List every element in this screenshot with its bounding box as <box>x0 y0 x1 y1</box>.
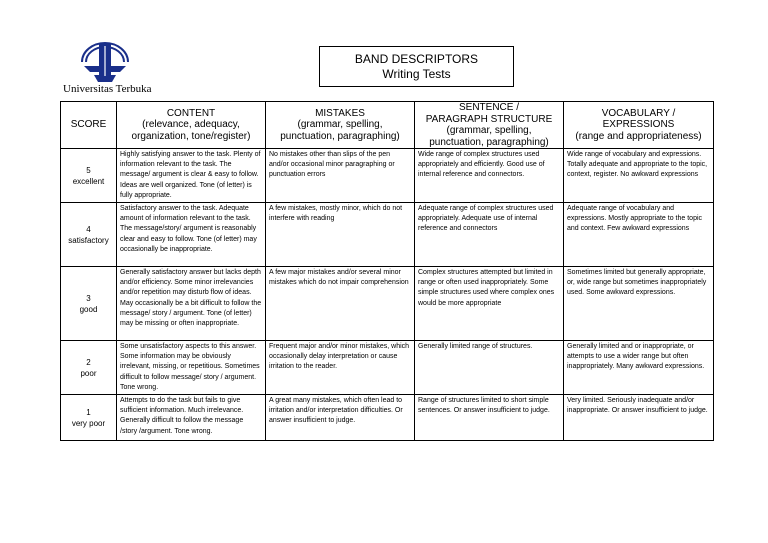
score-cell: 1 very poor <box>61 395 117 441</box>
content-cell: Satisfactory answer to the task. Adequate amount of information relevant to the task. The message/story/ argument is reasonably clear and easy to follow. Tone (of letter) may occasionally be inappropriate. <box>117 203 266 267</box>
mistakes-cell: A few major mistakes and/or several minor mistakes which do not impair comprehension <box>266 267 415 341</box>
header-score: SCORE <box>61 102 117 149</box>
table-row <box>61 203 714 267</box>
structure-cell: Wide range of complex structures used appropriately and efficiently. Good use of internal reference and connectors. <box>415 149 564 203</box>
content-cell: Generally satisfactory answer but lacks depth and/or efficiency. Some minor irrelevancies and/or repetition may disturb flow of ideas. May occasionally be a bit difficult to follow the message/ story / argument. Tone (of letter) may be missing or often inappropriate. <box>117 267 266 341</box>
vocabulary-cell: Adequate range of vocabulary and expressions. Mostly appropriate to the topic and context. Few awkward expressions <box>564 203 714 267</box>
header-mistakes: MISTAKES (grammar, spelling, punctuation, paragraphing) <box>266 102 415 149</box>
table-row <box>61 267 714 341</box>
vocabulary-cell: Generally limited and or inappropriate, or attempts to use a wider range but often inappropriately. Many awkward expressions. <box>564 341 714 395</box>
vocabulary-cell: Wide range of vocabulary and expressions. Totally adequate and appropriate to the topic, context, register. No awkward expressions <box>564 149 714 203</box>
content-cell: Highly satisfying answer to the task. Plenty of information relevant to the task. The message/ argument is clear & easy to follow. Ideas are well organized. Tone (of letter) is fully appropriate. <box>117 149 266 203</box>
header-vocabulary: VOCABULARY / EXPRESSIONS (range and appropriateness) <box>564 102 714 149</box>
band-descriptors-table <box>60 101 714 441</box>
content-cell: Attempts to do the task but fails to give sufficient information. Much irrelevance. Generally difficult to follow the message /story /argument. Tone wrong. <box>117 395 266 441</box>
mistakes-cell: No mistakes other than slips of the pen and/or occasional minor paragraphing or punctuation errors <box>266 149 415 203</box>
table-row <box>61 341 714 395</box>
content-cell: Some unsatisfactory aspects to this answer. Some information may be obviously irrelevant, missing, or repetitious. Sometimes difficult to follow message/ story / argument. Tone wrong. <box>117 341 266 395</box>
vocabulary-cell: Sometimes limited but generally appropriate, or, wide range but sometimes inappropriately used. Some awkward expressions. <box>564 267 714 341</box>
table-row <box>61 149 714 203</box>
structure-cell: Complex structures attempted but limited in range or often used inappropriately. Some simple structures used where complex ones would be more appropriate <box>415 267 564 341</box>
table-header-row <box>61 102 714 149</box>
table-row <box>61 395 714 441</box>
title-line-1: BAND DESCRIPTORS <box>354 52 479 66</box>
score-cell: 4 satisfactory <box>61 203 117 267</box>
header-structure: SENTENCE / PARAGRAPH STRUCTURE (grammar, spelling, punctuation, paragraphing) <box>415 102 564 149</box>
score-cell: 5 excellent <box>61 149 117 203</box>
title-line-2: Writing Tests <box>382 67 451 81</box>
universitas-terbuka-logo-icon <box>70 38 140 84</box>
document-title <box>319 46 514 87</box>
mistakes-cell: A great many mistakes, which often lead to irritation and/or interpretation difficulties. Or answer insufficient to judge. <box>266 395 415 441</box>
structure-cell: Adequate range of complex structures used appropriately. Adequate use of internal reference and connectors <box>415 203 564 267</box>
vocabulary-cell: Very limited. Seriously inadequate and/or inappropriate. Or answer insufficient to judge. <box>564 395 714 441</box>
mistakes-cell: A few mistakes, mostly minor, which do not interfere with reading <box>266 203 415 267</box>
score-cell: 3 good <box>61 267 117 341</box>
structure-cell: Generally limited range of structures. <box>415 341 564 395</box>
university-name: Universitas Terbuka <box>63 83 152 95</box>
structure-cell: Range of structures limited to short simple sentences. Or answer insufficient to judge. <box>415 395 564 441</box>
score-cell: 2 poor <box>61 341 117 395</box>
mistakes-cell: Frequent major and/or minor mistakes, which occasionally delay interpretation or cause irritation to the reader. <box>266 341 415 395</box>
header-content: CONTENT (relevance, adequacy, organization, tone/register) <box>117 102 266 149</box>
